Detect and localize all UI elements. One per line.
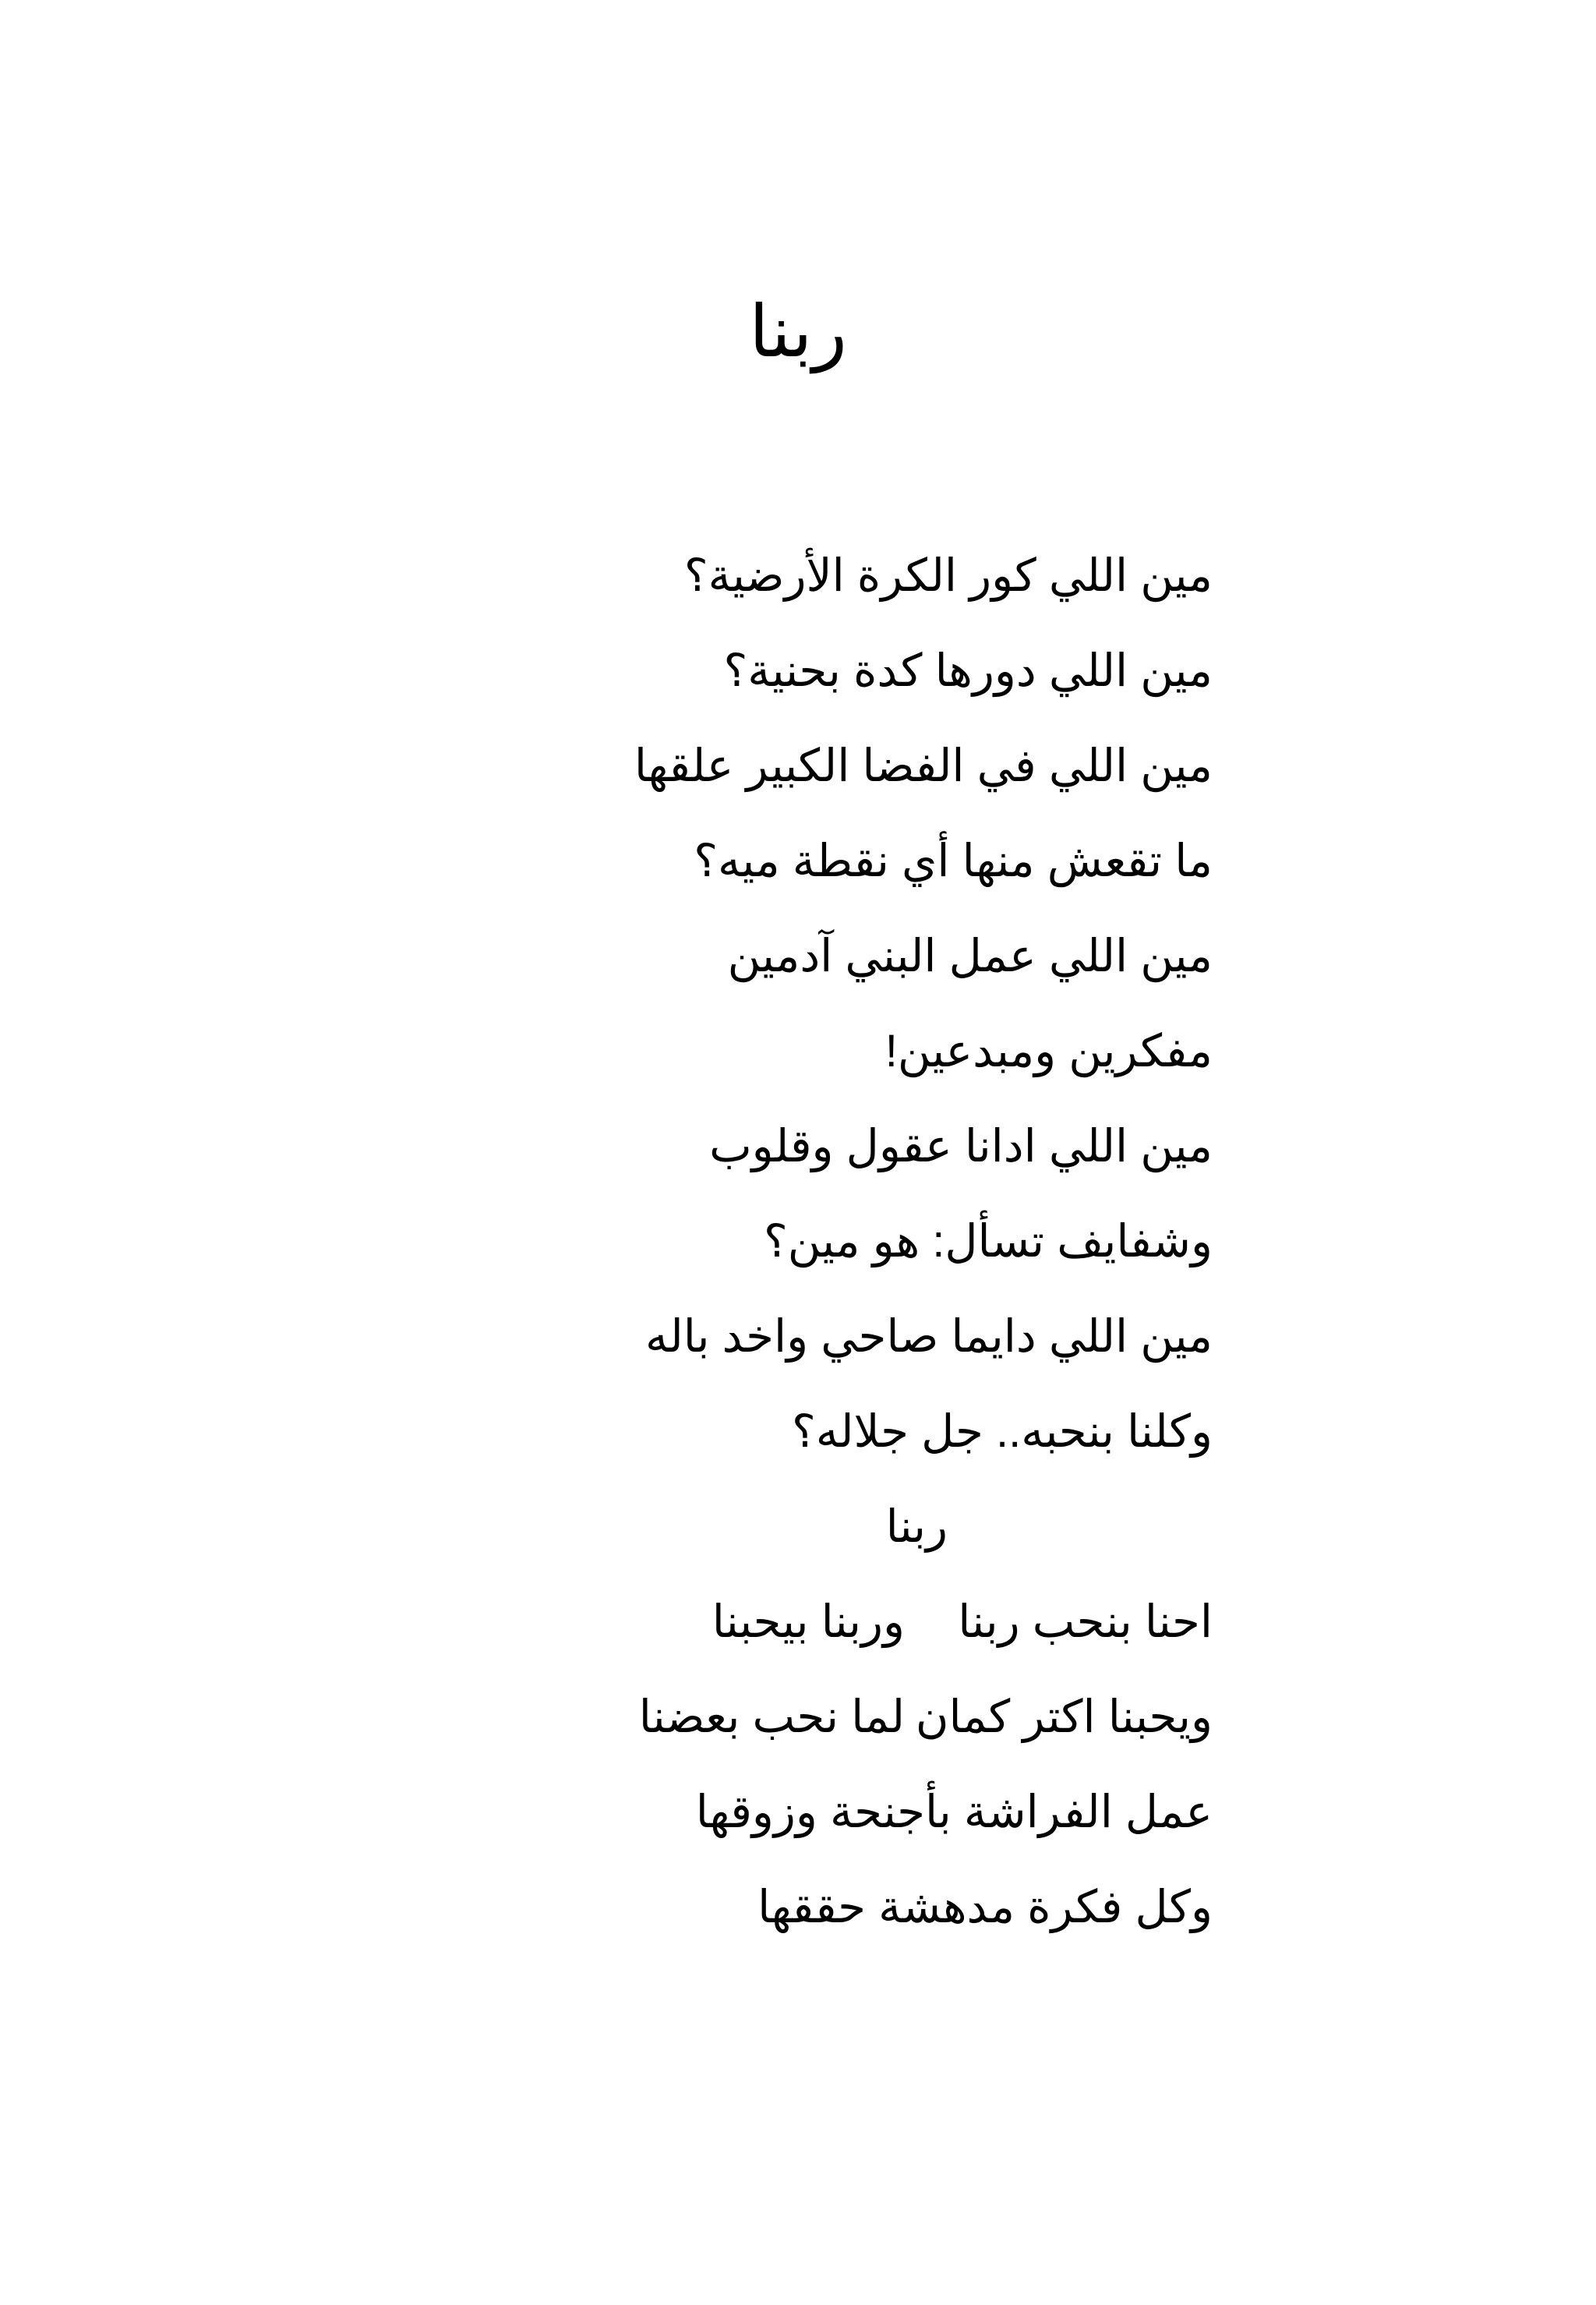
poem-line: مين اللي دورها كدة بحنية؟ — [723, 645, 1213, 696]
poem-line: مين اللي عمل البني آدمين — [727, 931, 1213, 981]
poem-line: مين اللي ادانا عقول وقلوب — [709, 1121, 1213, 1172]
couplet-right-half: احنا بنحب ربنا — [958, 1596, 1213, 1647]
poem-line: مفكرين ومبدعين! — [885, 1026, 1213, 1076]
poem-couplet — [200, 1670, 1213, 1765]
poem-line: ما تقعش منها أي نقطة ميه؟ — [694, 836, 1213, 886]
poem-line: وشفايف تسأل: هو مين؟ — [763, 1216, 1213, 1267]
poem-line: مين اللي دايما صاحي واخد باله — [644, 1311, 1213, 1362]
poem-body — [200, 529, 1213, 1955]
poem-line: مين اللي في الفضا الكبير علقها — [634, 741, 1213, 791]
couplet-left-half: وربنا بيحبنا — [711, 1596, 905, 1647]
couplet-right-half: ويحبنا اكتر كمان — [915, 1692, 1213, 1742]
couplet-left-half: لما نحب بعضنا — [638, 1692, 905, 1742]
poem-line: عمل الفراشة بأجنحة وزوقها — [695, 1787, 1213, 1837]
poem-line: وكلنا بنحبه.. جل جلاله؟ — [791, 1406, 1213, 1457]
poem-title: ربنا — [749, 292, 847, 372]
poem-line: وكل فكرة مدهشة حققها — [757, 1882, 1213, 1932]
poem-line: مين اللي كور الكرة الأرضية؟ — [683, 550, 1213, 601]
poem-refrain: ربنا — [885, 1501, 948, 1552]
poem-couplet — [200, 1575, 1213, 1670]
